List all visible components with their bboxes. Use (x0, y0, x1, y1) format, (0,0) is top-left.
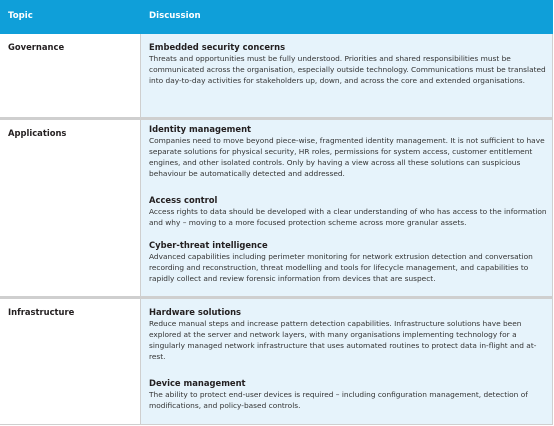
table-header-row (0, 0, 553, 34)
discussion-item (149, 195, 549, 228)
column-divider (140, 34, 141, 425)
discussion-column-header: Discussion (149, 11, 201, 21)
topic-cell (0, 34, 140, 117)
item-heading: Hardware solutions (149, 307, 242, 317)
table-row-governance (0, 34, 553, 117)
discussion-item (149, 307, 549, 362)
item-text: Access rights to data should be developed with a clear understanding of who has access to the information and why – moving to a more focused protection scheme across more granular assets. (149, 207, 547, 227)
discussion-item (149, 378, 549, 411)
discussion-cell (141, 34, 552, 117)
discussion-cell (141, 120, 552, 296)
topic-column-header: Topic (8, 11, 33, 21)
table-right-border (552, 34, 553, 425)
item-text: Advanced capabilities including perimeter monitoring for network extrusion detection and conversation recording and reconstruction, threat modelling and tools for lifecycle management, and capabilities to rapidly collect and review forensic information from devices that are suspect. (149, 252, 533, 283)
discussion-cell (141, 299, 552, 424)
topic-cell (0, 120, 140, 296)
topic-label: Governance (8, 42, 65, 52)
item-heading: Device management (149, 378, 246, 388)
item-heading: Embedded security concerns (149, 42, 286, 52)
table-row-infrastructure (0, 299, 553, 424)
topic-label: Infrastructure (8, 307, 75, 317)
topic-cell (0, 299, 140, 424)
discussion-item (149, 42, 549, 86)
item-text: Reduce manual steps and increase pattern detection capabilities. Infrastructure solutions have been explored at the server and network layers, with many organisations implementing technology for a singularly managed network infrastructure that uses automated routines to protect data in-flight and at-rest. (149, 319, 537, 361)
item-heading: Identity management (149, 124, 252, 134)
item-text: Companies need to move beyond piece-wise, fragmented identity management. It is not sufficient to have separate solutions for physical security, HR roles, permissions for system access, customer entitlement engines, and other isolated controls. Only by having a view across all these solutions can suspicious behaviour be automatically detected and addressed. (149, 136, 545, 178)
table-row-applications (0, 120, 553, 296)
discussion-item (149, 240, 549, 284)
topic-label: Applications (8, 128, 67, 138)
item-text: Threats and opportunities must be fully understood. Priorities and shared responsibilities must be communicated across the organisation, especially outside technology. Communications must be translated into day-to-day activities for stakeholders up, down, and across the core and extended organisations. (149, 54, 546, 85)
discussion-item (149, 124, 549, 179)
item-heading: Cyber-threat intelligence (149, 240, 268, 250)
item-heading: Access control (149, 195, 218, 205)
table-bottom-border (0, 424, 553, 425)
item-text: The ability to protect end-user devices is required – including configuration management, detection of modifications, and policy-based controls. (149, 390, 528, 410)
